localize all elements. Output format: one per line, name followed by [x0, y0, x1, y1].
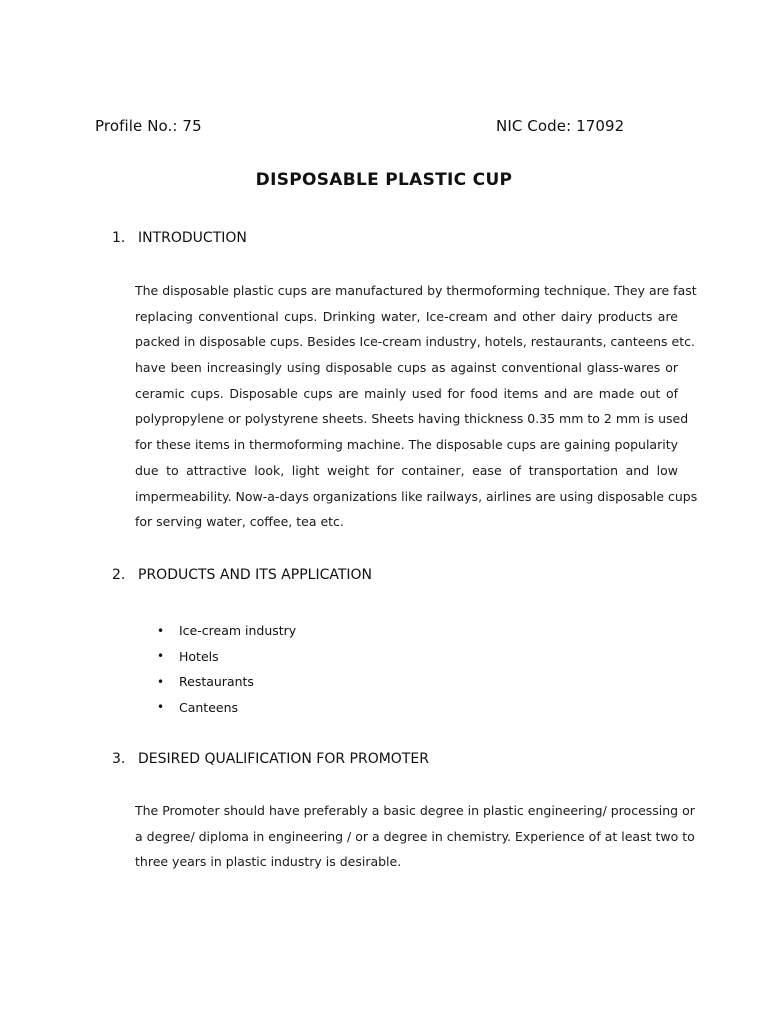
section-title: PRODUCTS AND ITS APPLICATION — [138, 567, 373, 583]
products-list — [157, 618, 296, 720]
introduction-paragraph — [135, 278, 698, 535]
section-heading-products — [112, 567, 372, 583]
bullet-icon: • — [157, 700, 165, 715]
paragraph-line: The Promoter should have preferably a basic degree in plastic engineering/ processing or — [135, 803, 695, 818]
paragraph-line: packed in disposable cups. Besides Ice-cream industry, hotels, restaurants, canteens etc. — [135, 334, 695, 350]
paragraph-line: three years in plastic industry is desirable. — [135, 854, 402, 870]
document-title: DISPOSABLE PLASTIC CUP — [255, 170, 513, 190]
section-title: DESIRED QUALIFICATION FOR PROMOTER — [138, 751, 429, 767]
section-heading-introduction — [112, 230, 247, 246]
section-heading-qualification — [112, 751, 429, 767]
paragraph-line: polypropylene or polystyrene sheets. Sheets having thickness 0.35 mm to 2 mm is used — [135, 411, 689, 427]
paragraph-line: for serving water, coffee, tea etc. — [135, 514, 344, 530]
list-item — [157, 618, 296, 644]
section-number: 1. — [112, 230, 126, 246]
profile-number: Profile No.: 75 — [95, 117, 202, 135]
list-item-label: Canteens — [179, 699, 239, 715]
paragraph-line: ceramic cups. Disposable cups are mainly used for food items and are made out of — [135, 385, 678, 401]
list-item — [157, 644, 296, 670]
paragraph-line: The disposable plastic cups are manufactured by thermoforming technique. They are fast — [135, 283, 697, 298]
bullet-icon: • — [157, 674, 165, 689]
section-number: 3. — [112, 751, 126, 767]
section-title: INTRODUCTION — [138, 230, 247, 246]
bullet-icon: • — [157, 623, 165, 638]
list-item — [157, 669, 296, 695]
paragraph-line: for these items in thermoforming machine. The disposable cups are gaining popularity — [135, 437, 678, 453]
nic-code: NIC Code: 17092 — [496, 117, 625, 135]
paragraph-line: due to attractive look, light weight for container, ease of transportation and low — [135, 462, 678, 478]
paragraph-line: replacing conventional cups. Drinking water, Ice-cream and other dairy products are — [135, 308, 678, 324]
paragraph-line: impermeability. Now-a-days organizations like railways, airlines are using disposable cups — [135, 488, 698, 504]
list-item-label: Restaurants — [179, 674, 254, 690]
bullet-icon: • — [157, 649, 165, 664]
list-item-label: Hotels — [179, 648, 219, 664]
qualification-paragraph — [135, 798, 695, 875]
section-number: 2. — [112, 567, 126, 583]
list-item-label: Ice-cream industry — [179, 623, 297, 639]
paragraph-line: have been increasingly using disposable cups as against conventional glass-wares or — [135, 360, 678, 376]
list-item — [157, 695, 296, 721]
paragraph-line: a degree/ diploma in engineering / or a degree in chemistry. Experience of at least two to — [135, 828, 695, 844]
